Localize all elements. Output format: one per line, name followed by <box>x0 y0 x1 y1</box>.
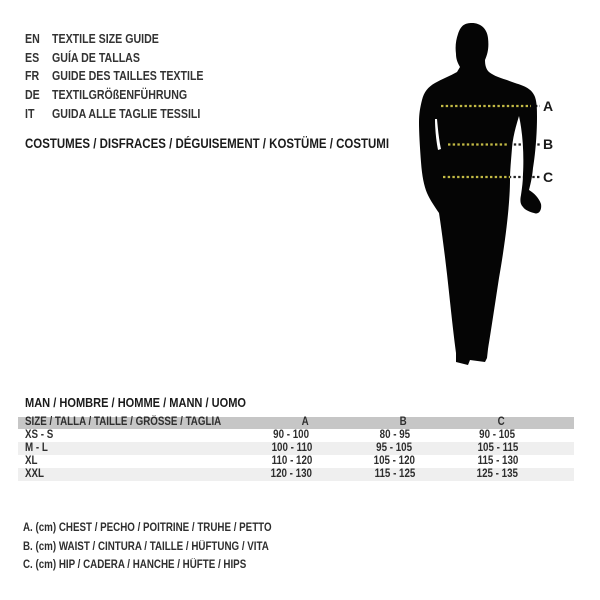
value-b: 95 - 105 <box>376 441 413 454</box>
man-silhouette-svg <box>402 16 552 366</box>
language-row-it <box>25 104 230 123</box>
value-a: 120 - 130 <box>270 467 313 480</box>
language-list <box>25 30 230 123</box>
legend-chest: A. (cm) CHEST / PECHO / POITRINE / TRUHE / PETTO <box>23 522 272 534</box>
language-code: IT <box>25 106 35 121</box>
value-a: 100 - 110 <box>271 441 312 454</box>
header-size-col: SIZE / TALLA / TAILLE / GRÖSSE / TAGLIA <box>25 416 222 429</box>
measure-label-a: A <box>542 98 554 114</box>
language-code: EN <box>25 32 40 47</box>
language-label: TEXTILE SIZE GUIDE <box>52 32 159 47</box>
table-title: MAN / HOMBRE / HOMME / MANN / UOMO <box>25 395 246 410</box>
language-code: DE <box>25 88 40 103</box>
language-row-fr <box>25 67 230 86</box>
header-col-c: C <box>497 416 505 429</box>
language-row-de <box>25 86 230 105</box>
man-silhouette <box>419 23 541 365</box>
size-figure <box>402 16 552 366</box>
value-b: 115 - 125 <box>374 467 415 480</box>
table-row-xxl <box>18 468 574 481</box>
size-label: M - L <box>25 441 48 454</box>
language-row-es <box>25 49 230 68</box>
header-col-a: A <box>301 416 309 429</box>
measurement-legend <box>23 519 315 575</box>
size-label: XS - S <box>25 428 54 441</box>
table-row-xl <box>18 455 574 468</box>
value-b: 80 - 95 <box>379 428 410 441</box>
value-a: 110 - 120 <box>271 454 312 467</box>
header-col-b: B <box>399 416 407 429</box>
language-row-en <box>25 30 230 49</box>
value-c: 125 - 135 <box>476 467 519 480</box>
language-code: FR <box>25 69 40 84</box>
measure-label-c: C <box>542 169 554 185</box>
size-table <box>18 417 574 481</box>
measure-label-b: B <box>542 136 554 152</box>
value-b: 105 - 120 <box>373 454 416 467</box>
language-label: GUÍA DE TALLAS <box>52 50 140 65</box>
value-a: 90 - 100 <box>273 428 310 441</box>
value-c: 105 - 115 <box>477 441 518 454</box>
language-label: GUIDA ALLE TAGLIE TESSILI <box>52 106 201 121</box>
legend-hip: C. (cm) HIP / CADERA / HANCHE / HÜFTE / HIPS <box>23 559 247 571</box>
table-row-xs-s <box>18 429 574 442</box>
size-label: XL <box>25 454 38 467</box>
table-row-m-l <box>18 442 574 455</box>
language-label: GUIDE DES TAILLES TEXTILE <box>52 69 204 84</box>
value-c: 90 - 105 <box>479 428 516 441</box>
table-header-row <box>18 417 574 429</box>
language-code: ES <box>25 50 40 65</box>
category-title: COSTUMES / DISFRACES / DÉGUISEMENT / KOSTÜME / COSTUMI <box>25 136 390 151</box>
legend-waist: B. (cm) WAIST / CINTURA / TAILLE / HÜFTUNG / VITA <box>23 540 269 553</box>
language-label: TEXTILGRÖßENFÜHRUNG <box>52 88 188 103</box>
value-c: 115 - 130 <box>477 454 518 467</box>
size-label: XXL <box>25 467 45 480</box>
